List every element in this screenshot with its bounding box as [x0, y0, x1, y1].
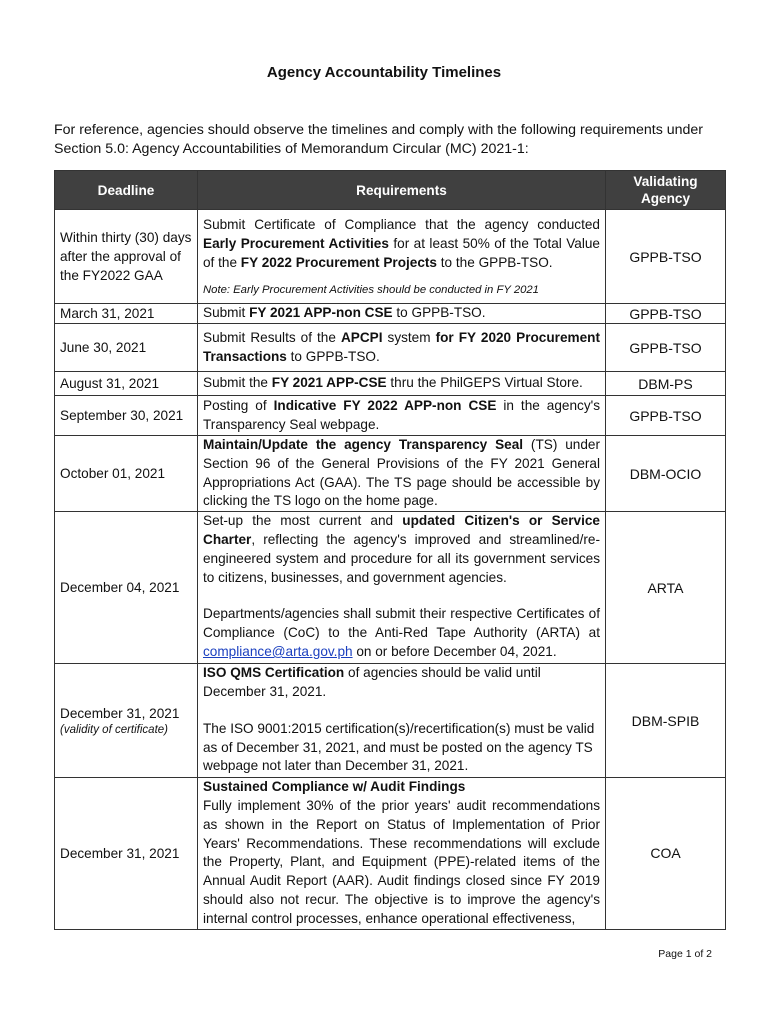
table-row	[55, 396, 726, 436]
table-row	[55, 436, 726, 512]
req-text: The ISO 9001:2015 certification(s)/recertification(s) must be valid as of December 31, 2021, and must be posted on the agency TS webpage not later than December 31, 2021.	[203, 720, 595, 774]
deadline-cell: June 30, 2021	[55, 324, 198, 372]
header-requirements: Requirements	[198, 171, 606, 210]
header-deadline: Deadline	[55, 171, 198, 210]
requirements-cell	[198, 396, 606, 436]
agency-cell: GPPB-TSO	[606, 324, 726, 372]
requirements-cell	[198, 436, 606, 512]
agency-cell: DBM-OCIO	[606, 436, 726, 512]
table-header-row	[55, 171, 726, 210]
table-row	[55, 210, 726, 304]
req-bold: for FY 2020 Procurement Transactions	[203, 329, 600, 364]
requirements-cell	[198, 512, 606, 664]
table-row	[55, 324, 726, 372]
req-text: to GPPB-TSO.	[286, 348, 380, 364]
agency-cell: GPPB-TSO	[606, 304, 726, 324]
agency-cell: GPPB-TSO	[606, 396, 726, 436]
req-bold: APCPI	[340, 329, 383, 345]
req-bold: Early Procurement Activities	[203, 236, 389, 252]
req-text: Fully implement 30% of the prior years' audit recommendations as shown in the Report on Status of Implementation of Prior Years' Recommendations. These recommendations will exclude the Property, Plant, and Equipment (PPE)-related items of the Annual Audit Report (AAR). Audit findings closed since FY 2019 should also not recur. The objective is to improve the agency's internal control processes, enhance operational effectiveness,	[203, 797, 600, 926]
req-text: on or before December 04, 2021.	[352, 643, 557, 659]
req-bold: FY 2021 APP-non CSE	[249, 305, 393, 321]
requirements-cell	[198, 664, 606, 778]
table-row	[55, 372, 726, 396]
header-validating-agency: Validating Agency	[606, 171, 726, 210]
requirements-cell	[198, 304, 606, 324]
req-bold: FY 2022 Procurement Projects	[240, 254, 437, 270]
requirements-cell	[198, 778, 606, 929]
deadline-subtext: (validity of certificate)	[60, 724, 169, 737]
req-text: Submit Results of the	[203, 329, 341, 345]
req-text: for at least 50% of the Total Value of the	[203, 236, 600, 270]
req-bold: Maintain/Update the agency Transparency Seal	[203, 437, 524, 452]
req-bold: ISO QMS Certification	[203, 665, 345, 681]
table-row	[55, 664, 726, 778]
requirements-cell	[198, 210, 606, 304]
compliance-email-link[interactable]: compliance@arta.gov.ph	[203, 643, 353, 659]
requirements-cell	[198, 324, 606, 372]
req-text: thru the PhilGEPS Virtual Store.	[386, 375, 583, 391]
req-bold: Indicative FY 2022 APP-non CSE	[273, 397, 497, 413]
req-bold: Sustained Compliance w/ Audit Findings	[203, 779, 466, 795]
req-bold: FY 2021 APP-CSE	[271, 375, 387, 391]
req-text: Set-up the most current and	[203, 513, 403, 529]
agency-cell: GPPB-TSO	[606, 210, 726, 304]
req-text: Submit	[203, 305, 250, 321]
deadline-text: December 31, 2021	[60, 706, 180, 722]
req-text: system	[382, 329, 436, 345]
req-text: Submit Certificate of Compliance that the agency conducted	[203, 217, 600, 233]
timelines-table	[54, 170, 726, 930]
page-number: Page 1 of 2	[658, 948, 712, 960]
deadline-cell: December 04, 2021	[55, 512, 198, 664]
req-text: Posting of	[203, 397, 274, 413]
req-text: , reflecting the agency's improved and streamlined/re-engineered system and procedure for all its government services to citizens, businesses, and government agencies.	[203, 531, 600, 585]
req-text: to the GPPB-TSO.	[437, 254, 553, 270]
deadline-cell: August 31, 2021	[55, 372, 198, 396]
table-row	[55, 304, 726, 324]
deadline-cell: March 31, 2021	[55, 304, 198, 324]
agency-cell: DBM-SPIB	[606, 664, 726, 778]
intro-paragraph: For reference, agencies should observe the timelines and comply with the following requirements under Section 5.0: Agency Accountabilities of Memorandum Circular (MC) 2021-1:	[54, 122, 704, 157]
req-text: Departments/agencies shall submit their respective Certificates of Compliance (CoC) to the Anti-Red Tape Authority (ARTA) at	[203, 606, 600, 641]
deadline-cell: December 31, 2021	[55, 778, 198, 929]
req-text: Submit the	[203, 375, 272, 391]
agency-cell: COA	[606, 778, 726, 929]
table-row	[55, 778, 726, 929]
req-text: to GPPB-TSO.	[392, 305, 486, 321]
deadline-cell: Within thirty (30) days after the approval of the FY2022 GAA	[55, 210, 198, 304]
requirements-cell	[198, 372, 606, 396]
table-row	[55, 512, 726, 664]
agency-cell: DBM-PS	[606, 372, 726, 396]
deadline-cell: October 01, 2021	[55, 436, 198, 512]
page-title: Agency Accountability Timelines	[266, 64, 502, 81]
req-bold: updated Citizen's or Service Charter	[203, 513, 600, 547]
deadline-cell: September 30, 2021	[55, 396, 198, 436]
req-text: in the agency's Transparency Seal webpage.	[203, 397, 601, 432]
req-text: (TS) under Section 96 of the General Provisions of the FY 2021 General Appropriations Act (GAA). The TS page should be accessible by clicking the TS logo on the home page.	[203, 437, 600, 509]
deadline-cell	[55, 664, 198, 778]
agency-cell: ARTA	[606, 512, 726, 664]
req-note: Note: Early Procurement Activities should be conducted in FY 2021	[203, 283, 539, 296]
req-text: of agencies should be valid until December 31, 2021.	[203, 665, 541, 699]
